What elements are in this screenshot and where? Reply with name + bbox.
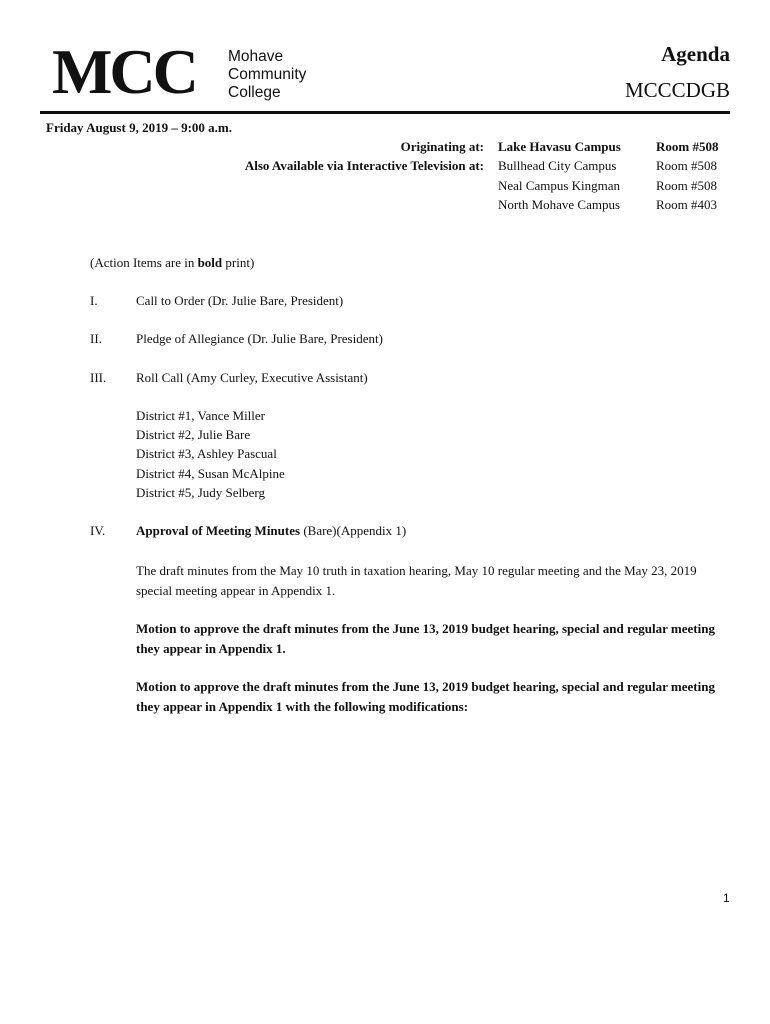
agenda-item-pledge: Pledge of Allegiance (Dr. Julie Bare, President) [136,331,383,346]
item-number: II. [90,331,102,346]
agenda-item-roll-call: Roll Call (Amy Curley, Executive Assistant) [136,370,368,385]
location-campus: Bullhead City Campus [498,158,617,173]
action-items-note: (Action Items are in bold print) [90,255,255,270]
minutes-description: The draft minutes from the May 10 truth in taxation hearing, May 10 regular meeting and the May 23, 2019 special meeting appear in Appendix 1. [136,563,697,598]
header-divider [40,111,730,114]
location-campus: North Mohave Campus [498,197,621,212]
note-bold-word: bold [197,255,223,270]
item-number: III. [90,370,107,385]
originating-label: Originating at: [400,139,484,154]
logo-letters: MCC [52,36,196,107]
district-member: District #1, Vance Miller [136,408,266,423]
meeting-date-time: Friday August 9, 2019 – 9:00 a.m. [46,120,232,135]
motion-approve-with-modifications: Motion to approve the draft minutes from the June 13, 2019 budget hearing, special and regular meeting they appear in Appendix 1 with the following modifications: [136,679,715,714]
logo-line-college: College [228,84,281,101]
district-member: District #5, Judy Selberg [136,485,266,500]
logo-line-community: Community [228,66,307,83]
agenda-item-call-to-order: Call to Order (Dr. Julie Bare, President) [136,293,344,308]
location-campus: Neal Campus Kingman [498,178,621,193]
location-room: Room #508 [656,178,718,193]
document-title: Agenda [661,42,730,66]
location-room: Room #508 [656,158,718,173]
district-member: District #4, Susan McAlpine [136,466,285,481]
itv-label: Also Available via Interactive Television at: [244,158,484,173]
location-room: Room #508 [656,139,719,154]
location-campus: Lake Havasu Campus [498,139,621,154]
document-code: MCCCDGB [624,78,730,102]
location-room: Room #403 [656,197,718,212]
item-number: I. [90,293,98,308]
logo-college-name [228,48,306,102]
item-number: IV. [90,523,106,538]
page-number: 1 [723,891,730,905]
district-member: District #2, Julie Bare [136,427,251,442]
district-member: District #3, Ashley Pascual [136,446,277,461]
logo-line-mohave: Mohave [228,48,284,65]
motion-approve: Motion to approve the draft minutes from the June 13, 2019 budget hearing, special and regular meeting they appear in Appendix 1. [136,621,715,656]
agenda-item-approval-minutes: Approval of Meeting Minutes (Bare)(Appendix 1) [136,523,407,538]
